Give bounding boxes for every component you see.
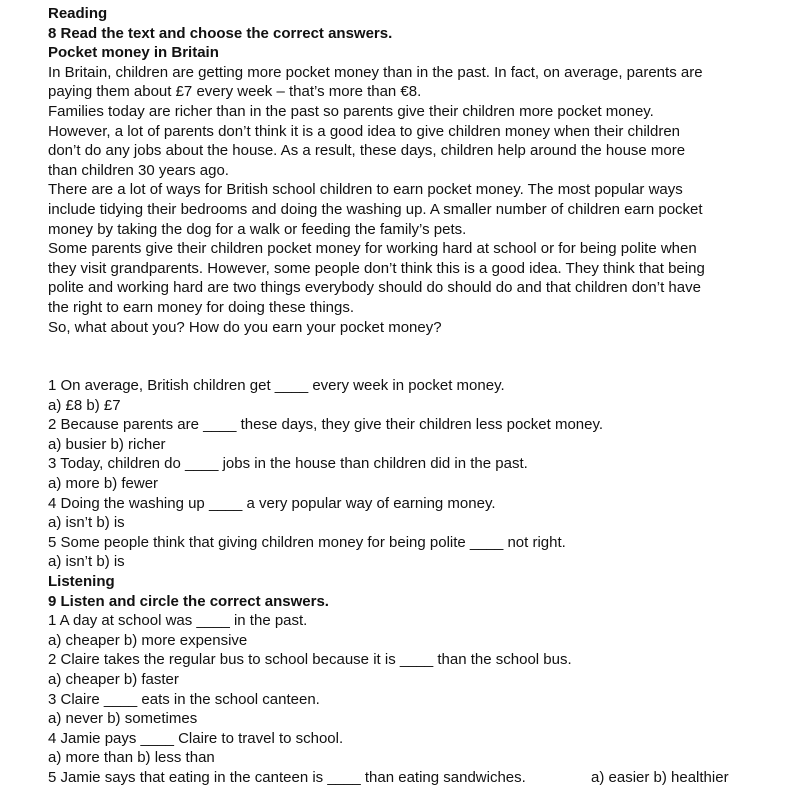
text-line: the right to earn money for doing these things. [48,298,355,316]
question-line: 5 Some people think that giving children money for being polite ____ not right. [48,533,566,551]
text-line: Families today are richer than in the past so parents give their children more pocket money. [48,102,654,120]
question-line: 1 A day at school was ____ in the past. [48,612,308,630]
question-line: 4 Doing the washing up ____ a very popular way of earning money. [48,494,496,512]
answer-options: a) cheaper b) more expensive [48,631,248,649]
text-line: So, what about you? How do you earn your pocket money? [48,318,442,336]
last-answer-options: a) easier b) healthier [591,768,729,786]
question-line-last [48,768,748,788]
listening-task: 9 Listen and circle the correct answers. [48,592,329,610]
reading-task: 8 Read the text and choose the correct answers. [48,24,393,42]
listening-heading: Listening [48,573,115,591]
reading-questions [48,376,796,572]
text-line: There are a lot of ways for British school children to earn pocket money. The most popular ways [48,181,683,199]
question-line: 3 Today, children do ____ jobs in the house than children did in the past. [48,455,528,473]
text-line: money by taking the dog for a walk or feeding the family’s pets. [48,220,467,238]
question-line: 4 Jamie pays ____ Claire to travel to school. [48,729,344,747]
reading-text [48,63,796,337]
answer-options: a) cheaper b) faster [48,671,179,688]
reading-title: Pocket money in Britain [48,44,219,62]
answer-options: a) £8 b) £7 [48,396,121,414]
text-line: paying them about £7 every week – that’s more than €8. [48,83,422,101]
section-spacer [48,337,796,376]
text-line: they visit grandparents. However, some people don’t think this is a good idea. They think that being [48,259,705,277]
answer-options: a) busier b) richer [48,435,166,453]
text-line: don’t do any jobs about the house. As a result, these days, children help around the house more [48,142,686,160]
listening-questions [48,611,796,787]
reading-heading: Reading [48,5,108,22]
last-question-text: 5 Jamie says that eating in the canteen is ____ than eating sandwiches. [48,768,526,786]
answer-options: a) never b) sometimes [48,710,198,728]
question-line: 2 Because parents are ____ these days, they give their children less pocket money. [48,416,604,434]
text-line: than children 30 years ago. [48,161,229,179]
question-line: 1 On average, British children get ____ every week in pocket money. [48,377,505,395]
text-line: However, a lot of parents don’t think it is a good idea to give children money when their children [48,122,681,140]
text-line: In Britain, children are getting more pocket money than in the past. In fact, on average, parents are [48,63,703,81]
text-line: Some parents give their children pocket money for working hard at school or for being polite when [48,240,697,258]
answer-options: a) isn’t b) is [48,553,125,571]
text-line: polite and working hard are two things everybody should do should do and that children don’t have [48,279,701,297]
answer-options: a) isn’t b) is [48,514,125,532]
answer-options: a) more than b) less than [48,749,215,767]
answer-options: a) more b) fewer [48,475,159,493]
question-line: 3 Claire ____ eats in the school canteen. [48,690,320,708]
text-line: include tidying their bedrooms and doing the washing up. A smaller number of children earn pocket [48,200,703,218]
question-line: 2 Claire takes the regular bus to school because it is ____ than the school bus. [48,651,572,669]
